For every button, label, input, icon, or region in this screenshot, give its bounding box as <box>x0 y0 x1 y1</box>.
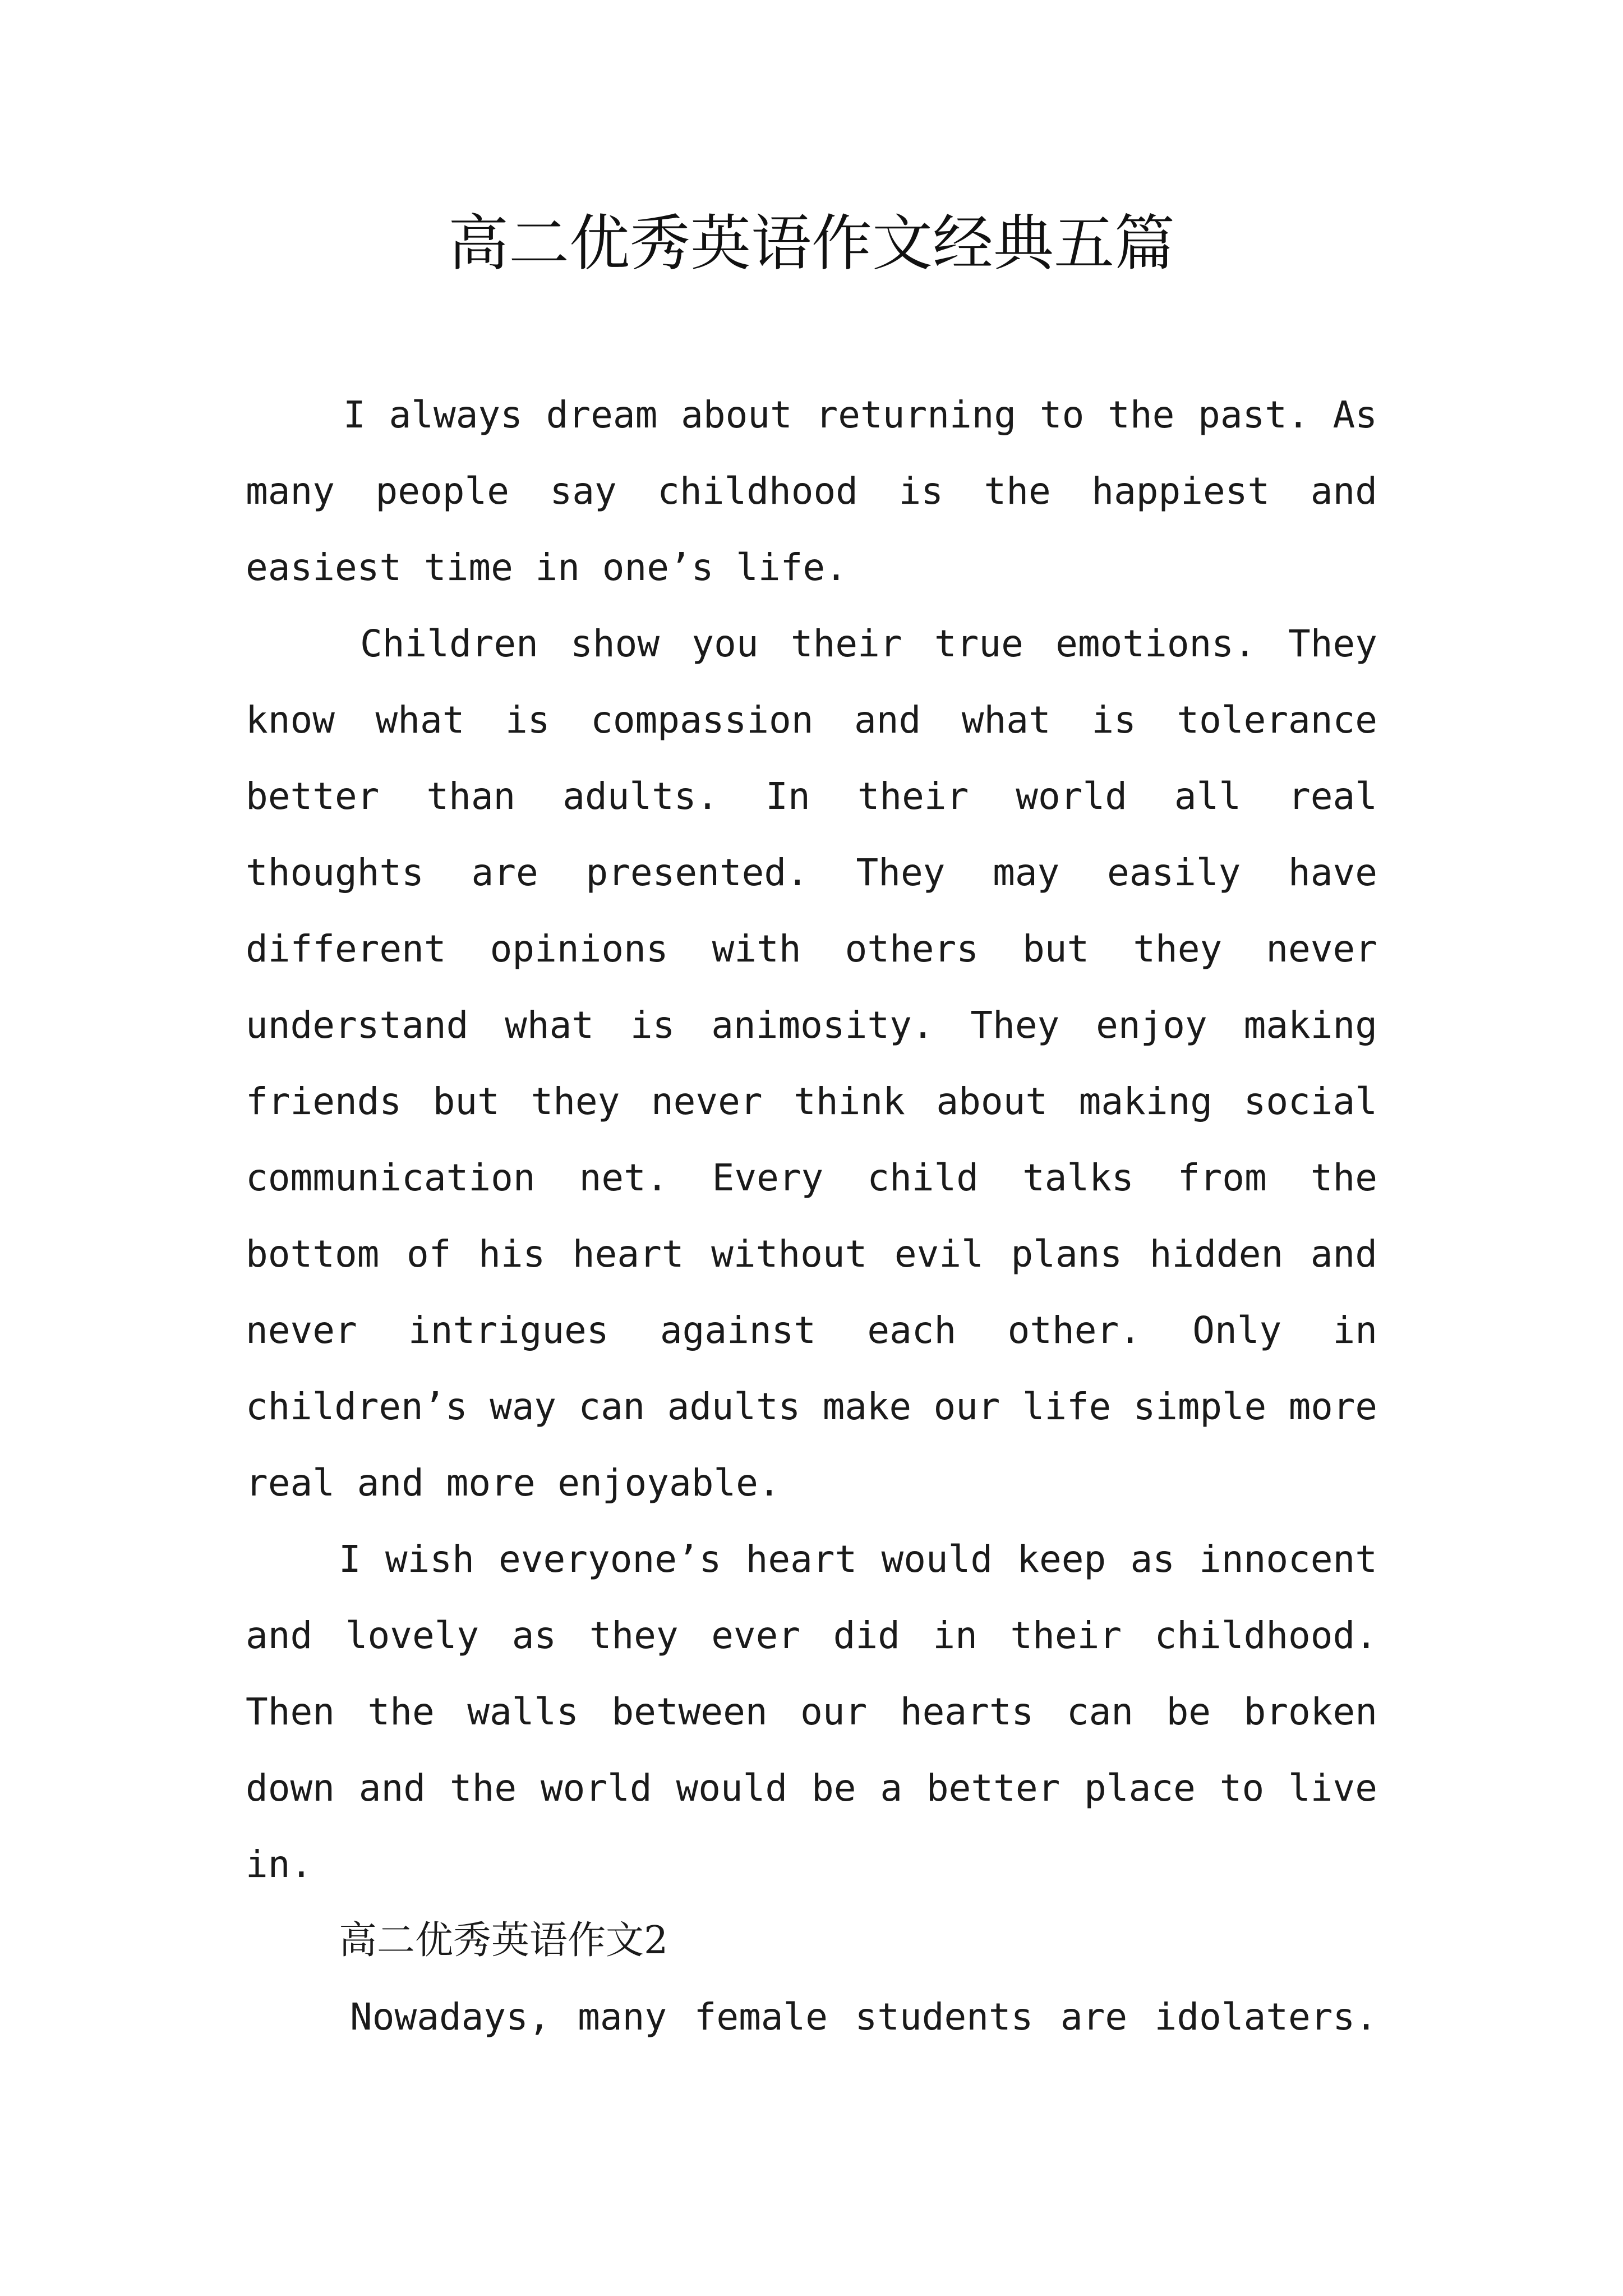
paragraph-line: and lovely as they ever did in their childhood. <box>246 1614 1377 1657</box>
paragraph-line: know what is compassion and what is tolerance <box>246 698 1377 742</box>
paragraph-line: never intrigues against each other. Only in <box>246 1309 1377 1352</box>
paragraph-line: thoughts are presented. They may easily have <box>246 851 1377 894</box>
paragraph-line: bottom of his heart without evil plans hidden and <box>246 1232 1377 1276</box>
paragraph-line: easiest time in one’s life. <box>246 546 847 589</box>
paragraph-line: I always dream about returning to the past. As <box>343 393 1377 436</box>
paragraph-line: different opinions with others but they never <box>246 927 1377 970</box>
document-title: 高二优秀英语作文经典五篇 <box>448 209 1175 279</box>
paragraph-line: Children show you their true emotions. They <box>360 622 1377 665</box>
paragraph-line: communication net. Every child talks from the <box>246 1156 1377 1199</box>
paragraph-line: real and more enjoyable. <box>246 1461 781 1504</box>
paragraph-line: understand what is animosity. They enjoy making <box>246 1004 1377 1047</box>
paragraph-line: down and the world would be a better place to live <box>246 1766 1377 1810</box>
paragraph-line: Then the walls between our hearts can be broken <box>246 1690 1377 1733</box>
paragraph-line: many people say childhood is the happiest and <box>246 470 1377 513</box>
paragraph-line: in. <box>246 1843 313 1886</box>
section-heading: 高二优秀英语作文2 <box>339 1918 668 1963</box>
paragraph-line: better than adults. In their world all real <box>246 775 1377 818</box>
paragraph-line: I wish everyone’s heart would keep as innocent <box>339 1538 1377 1581</box>
paragraph-line: friends but they never think about making social <box>246 1080 1377 1123</box>
paragraph-line: children’s way can adults make our life simple more <box>246 1385 1377 1428</box>
paragraph-line: Nowadays, many female students are idolaters. <box>350 1995 1377 2039</box>
